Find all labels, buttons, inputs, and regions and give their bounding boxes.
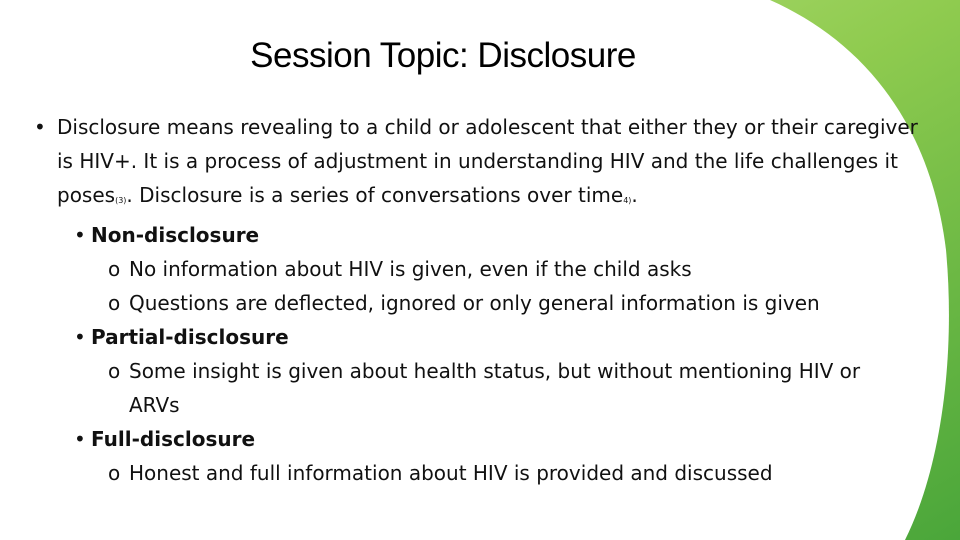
list-item: [34, 286, 924, 320]
slide-body: [34, 110, 924, 490]
bullet-icon: •: [74, 325, 86, 349]
section-heading-partial-disclosure: [34, 320, 924, 354]
list-item-text: No information about HIV is given, even if the child asks: [129, 257, 692, 281]
bullet-icon: •: [74, 223, 86, 247]
citation-ref: (3): [115, 196, 127, 205]
intro-text-1: Disclosure means revealing to a child or adolescent that either they or their caregiver is HIV+. It is a process of adjustment in understanding HIV and the life challenges it poses: [57, 115, 918, 207]
section-heading-label: Non-disclosure: [91, 223, 260, 247]
intro-text-3: .: [631, 183, 638, 207]
list-item-text: Questions are deflected, ignored or only general information is given: [129, 291, 820, 315]
citation-ref: 4): [623, 196, 632, 205]
list-item: [34, 252, 924, 286]
list-item: [34, 354, 889, 422]
bullet-icon: •: [74, 427, 86, 451]
bullet-icon: •: [34, 115, 46, 139]
section-heading-full-disclosure: [34, 422, 924, 456]
intro-paragraph: [34, 110, 924, 218]
section-heading-non-disclosure: [34, 218, 924, 252]
list-item: [34, 456, 924, 490]
section-heading-label: Full-disclosure: [91, 427, 256, 451]
slide-title: Session Topic: Disclosure: [250, 36, 636, 75]
circle-bullet-icon: o: [108, 359, 121, 383]
section-heading-label: Partial-disclosure: [91, 325, 289, 349]
circle-bullet-icon: o: [108, 257, 121, 281]
circle-bullet-icon: o: [108, 461, 121, 485]
circle-bullet-icon: o: [108, 291, 121, 315]
list-item-text: Some insight is given about health status, but without mentioning HIV or ARVs: [129, 359, 861, 417]
intro-text-2: . Disclosure is a series of conversations over time: [126, 183, 624, 207]
list-item-text: Honest and full information about HIV is provided and discussed: [129, 461, 773, 485]
